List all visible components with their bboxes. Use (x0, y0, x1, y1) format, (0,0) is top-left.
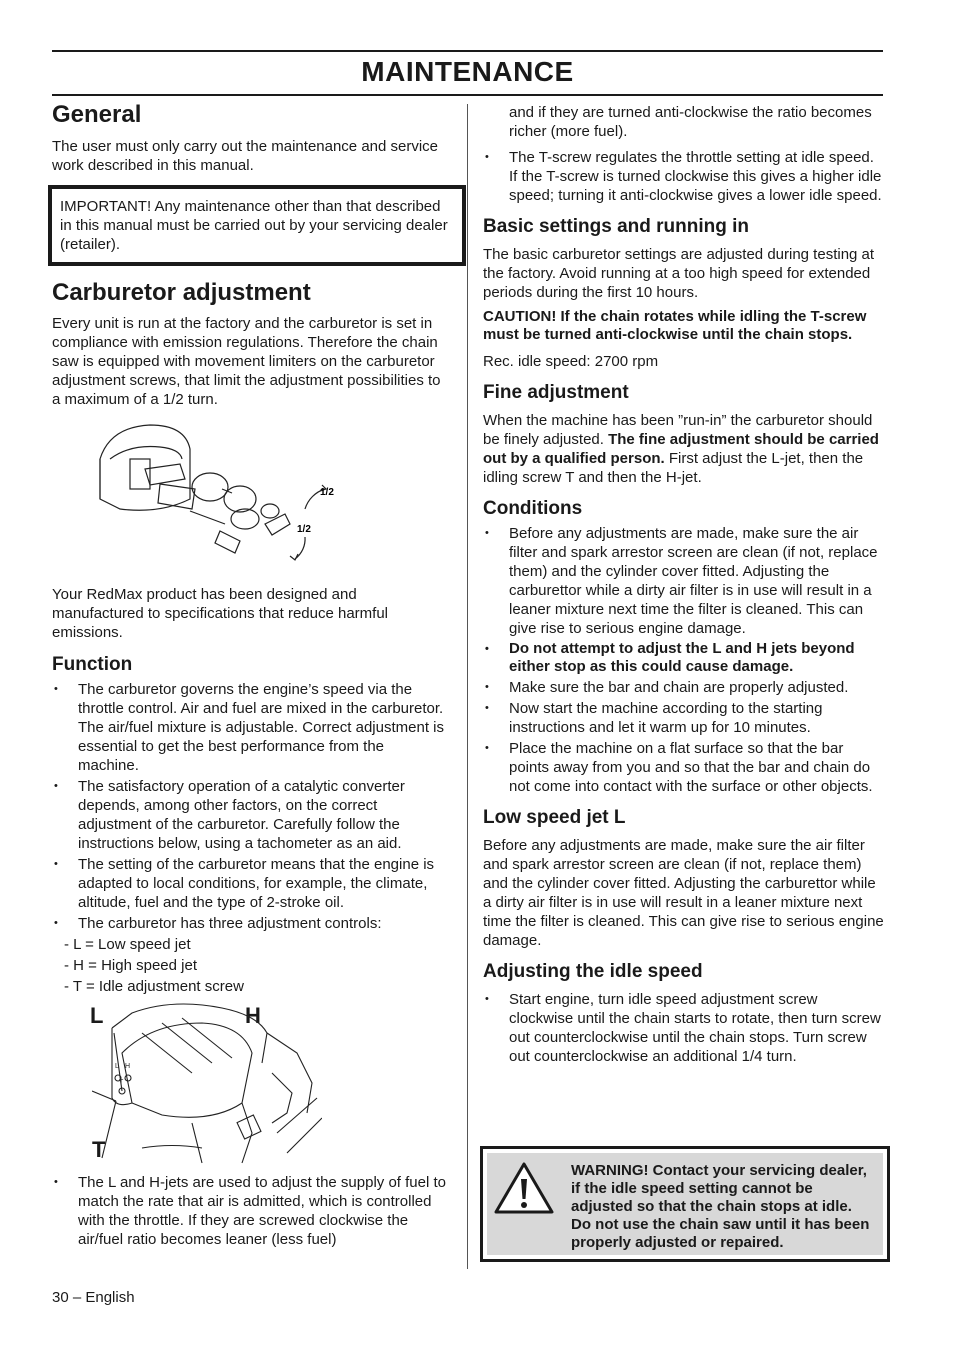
idle-list (483, 990, 885, 1066)
function-list (52, 680, 448, 933)
fine-adjustment-heading: Fine adjustment (483, 382, 629, 403)
list-item: • The L and H-jets are used to adjust the supply of fuel to match the rate that air is admitted, which is controlled with the throttle. If they are screwed clockwise the air/fuel ratio becomes leaner (less fuel) (52, 1173, 448, 1249)
list-item: • Start engine, turn idle speed adjustment screw clockwise until the chain starts to rotate, then turn screw out counterclockwise until the chain stops. Turn screw out counterclockwise an additional 1/4 turn. (483, 990, 885, 1066)
small-label-h: H (125, 1063, 131, 1070)
list-item: • The T-screw regulates the throttle setting at idle speed. If the T-screw is turned clockwise this gives a higher idle speed; turning it anti-clockwise gives a lower idle speed. (483, 148, 885, 205)
lh-list (52, 1173, 448, 1249)
important-box (48, 185, 466, 266)
fine-text-bold: The fine adjustment should be carried out by a qualified person. (483, 431, 879, 467)
lht-figure (52, 1003, 448, 1169)
warning-triangle-icon (493, 1161, 555, 1215)
idle-speed-text: Rec. idle speed: 2700 rpm (483, 353, 659, 370)
warning-box (480, 1146, 890, 1262)
header-rule-bottom (52, 94, 883, 96)
list-item: • Before any adjustments are made, make sure the air filter and spark arrestor screen are clean (if not, replace them) and the cylinder cover fitted. Adjusting the carburettor while a dirty air filter is in use will result in a leaner mixture next time the filter is cleaned. This can give rise to serious engine damage. (483, 524, 885, 638)
important-text: IMPORTANT! Any maintenance other than that described in this manual must be carried out by your servicing dealer (retailer). (60, 198, 448, 253)
header-rule-top (52, 50, 883, 52)
general-paragraph: The user must only carry out the maintenance and service work described in this manual. (52, 138, 439, 174)
list-item: • The setting of the carburetor means that the engine is adapted to local conditions, for example, the climate, altitude, fuel and the type of 2-stroke oil. (52, 855, 448, 912)
column-divider (467, 104, 468, 1269)
list-item: • The carburetor has three adjustment controls: (52, 914, 448, 933)
conditions-heading: Conditions (483, 498, 583, 519)
figure-label-h: H (245, 1003, 261, 1028)
fine-adjustment-paragraph (483, 411, 885, 487)
fine-text-2: First adjust the L-jet, then the idling screw T and then the H-jet. (483, 450, 864, 486)
small-label-t: T (119, 1079, 124, 1086)
list-item: • The carburetor governs the engine’s speed via the throttle control. Air and fuel are mixed in the carburetor. The air/fuel mixture is adjustable. Correct adjustment is essential to get the best performance from the machine. (52, 680, 448, 775)
control-item: - H = High speed jet (64, 957, 197, 974)
low-speed-heading: Low speed jet L (483, 807, 626, 828)
tscrew-list (483, 148, 885, 205)
idle-speed-heading: Adjusting the idle speed (483, 961, 703, 982)
figure-label-t: T (92, 1137, 106, 1162)
warning-inner (487, 1153, 883, 1255)
redmax-paragraph: Your RedMax product has been designed and manufactured to specifications that reduce harmful emissions. (52, 586, 389, 641)
carburetor-paragraph: Every unit is run at the factory and the carburetor is set in compliance with emission regulations. Therefore the chain saw is equipped with movement limiters on the carburetor adjustment screws, that limit the adjustment possibilities to a maximum of a 1/2 turn. (52, 315, 441, 408)
low-speed-paragraph: Before any adjustments are made, make sure the air filter and spark arrestor screen are clean (if not, replace them) and the cylinder cover fitted. Adjusting the carburettor while a dirty air filter is in use will result in a leaner mixture next time the filter is cleaned. This can give rise to serious engine damage. (483, 837, 884, 949)
list-item: • Now start the machine according to the starting instructions and let it warm up for 10 minutes. (483, 699, 885, 737)
basic-settings-paragraph: The basic carburetor settings are adjusted during testing at the factory. Avoid running at a too high speed for extended periods during the first 10 hours. (483, 246, 875, 301)
list-item: • Do not attempt to adjust the L and H jets beyond either stop as this could cause damage. (483, 640, 885, 676)
left-column (52, 100, 448, 1249)
figure-label-l: L (90, 1003, 104, 1028)
caution-text: CAUTION! If the chain rotates while idling the T-screw must be turned anti-clockwise until the chain stops. (483, 308, 867, 343)
carburetor-figure (52, 419, 448, 581)
control-item: - T = Idle adjustment screw (64, 978, 244, 995)
jet-continuation: and if they are turned anti-clockwise the ratio becomes richer (more fuel). (509, 104, 872, 140)
right-column (483, 103, 885, 1066)
fine-text-1: When the machine has been ”run-in” the carburetor should be finely adjusted. (483, 412, 873, 448)
page-footer: 30 – English (52, 1289, 135, 1306)
figure-label-half-lower: 1/2 (297, 524, 311, 535)
carburetor-screws-illustration (90, 419, 350, 581)
warning-text: WARNING! Contact your servicing dealer, if the idle speed setting cannot be adjusted so that the chain stops at idle. Do not use the chain saw until it has been properly adjusted or repaired. (571, 1162, 870, 1251)
function-heading: Function (52, 654, 133, 675)
controls-list (52, 934, 448, 997)
control-item: - L = Low speed jet (64, 936, 191, 953)
general-heading: General (52, 101, 142, 128)
carburetor-heading: Carburetor adjustment (52, 279, 311, 306)
basic-settings-heading: Basic settings and running in (483, 216, 750, 237)
chainsaw-carburetor-illustration (92, 1003, 322, 1169)
page-section-title: MAINTENANCE (361, 56, 574, 87)
figure-label-half-upper: 1/2 (320, 487, 334, 498)
list-item: • Place the machine on a flat surface so that the bar points away from you and so that the bar and chain do not come into contact with the surface or other objects. (483, 739, 885, 796)
small-label-l: L (115, 1063, 119, 1070)
conditions-list (483, 524, 885, 796)
list-item: • The satisfactory operation of a catalytic converter depends, among other factors, on the correct adjustment of the carburetor. Carefully follow the instructions below, using a tachometer as an aid. (52, 777, 448, 853)
list-item: • Make sure the bar and chain are properly adjusted. (483, 678, 885, 697)
